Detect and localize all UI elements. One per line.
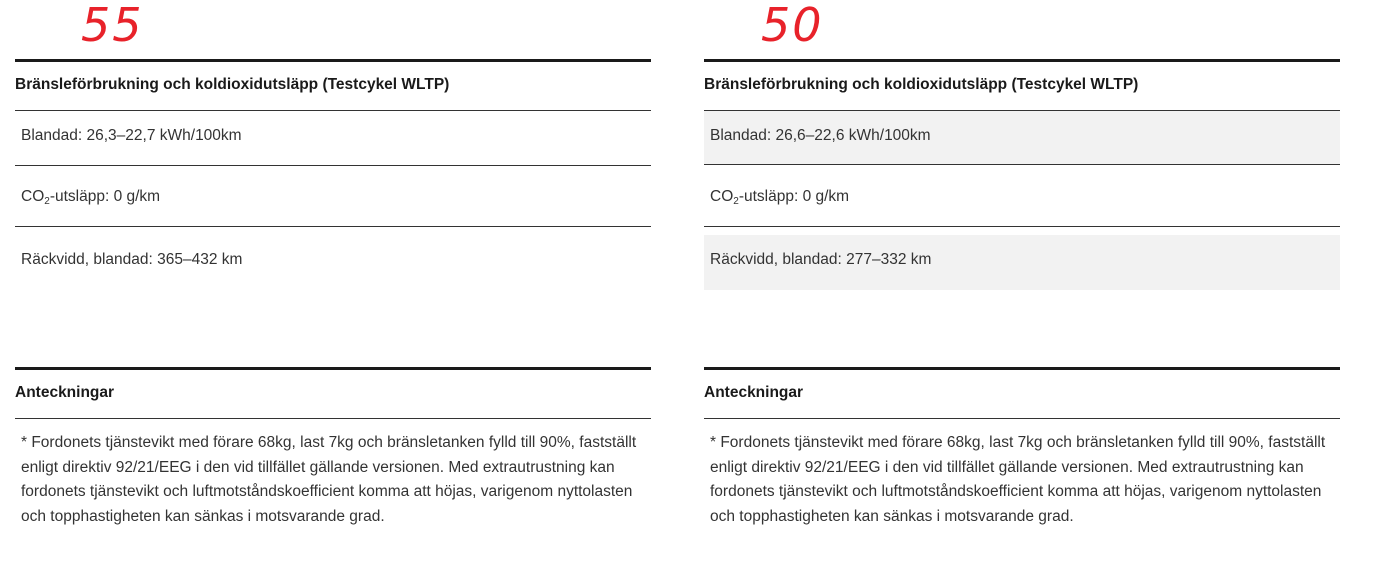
range-value: Räckvidd, blandad: 365–432 km <box>21 251 243 268</box>
co2-emission-value: $CO_2$-utsläpp: 0 g/km <box>710 188 850 207</box>
consumption-heading: Bränsleförbrukning och koldioxidutsläpp (Testcykel WLTP) <box>704 76 1139 93</box>
spec-row-range <box>15 235 651 290</box>
consumption-section-header <box>704 59 1340 111</box>
spec-row-co2 <box>15 172 651 227</box>
spec-row-combined <box>15 111 651 166</box>
spec-row-co2 <box>704 172 1340 227</box>
spec-row-combined <box>704 111 1340 165</box>
notes-section-header <box>704 367 1340 419</box>
notes-heading: Anteckningar <box>15 384 115 401</box>
spec-row-range <box>704 235 1340 290</box>
combined-consumption-value: Blandad: 26,6–22,6 kWh/100km <box>710 127 931 144</box>
spec-column-left <box>15 0 651 573</box>
handwritten-annotation: 55 <box>81 0 144 52</box>
handwritten-annotation: 50 <box>761 0 824 52</box>
notes-text: * Fordonets tjänstevikt med förare 68kg, last 7kg och bränsletanken fylld till 90%, fastställt enligt direktiv 92/21/EEG i den vid tillfället gällande versionen. Med extrautrustning kan fordonets tjänstevikt och luftmotståndskoefficient komma att höjas, varigenom nyttolasten och topphastigheten kan sänkas i motsvarande grad. <box>21 434 637 525</box>
spec-column-right <box>704 0 1340 573</box>
notes-text: * Fordonets tjänstevikt med förare 68kg, last 7kg och bränsletanken fylld till 90%, fastställt enligt direktiv 92/21/EEG i den vid tillfället gällande versionen. Med extrautrustning kan fordonets tjänstevikt och luftmotståndskoefficient komma att höjas, varigenom nyttolasten och topphastigheten kan sänkas i motsvarande grad. <box>710 434 1326 525</box>
co2-emission-value: $CO_2$-utsläpp: 0 g/km <box>21 188 161 207</box>
consumption-section-header <box>15 59 651 111</box>
combined-consumption-value: Blandad: 26,3–22,7 kWh/100km <box>21 127 242 144</box>
range-value: Räckvidd, blandad: 277–332 km <box>710 251 932 268</box>
notes-section-header <box>15 367 651 419</box>
consumption-heading: Bränsleförbrukning och koldioxidutsläpp (Testcykel WLTP) <box>15 76 450 93</box>
notes-heading: Anteckningar <box>704 384 804 401</box>
